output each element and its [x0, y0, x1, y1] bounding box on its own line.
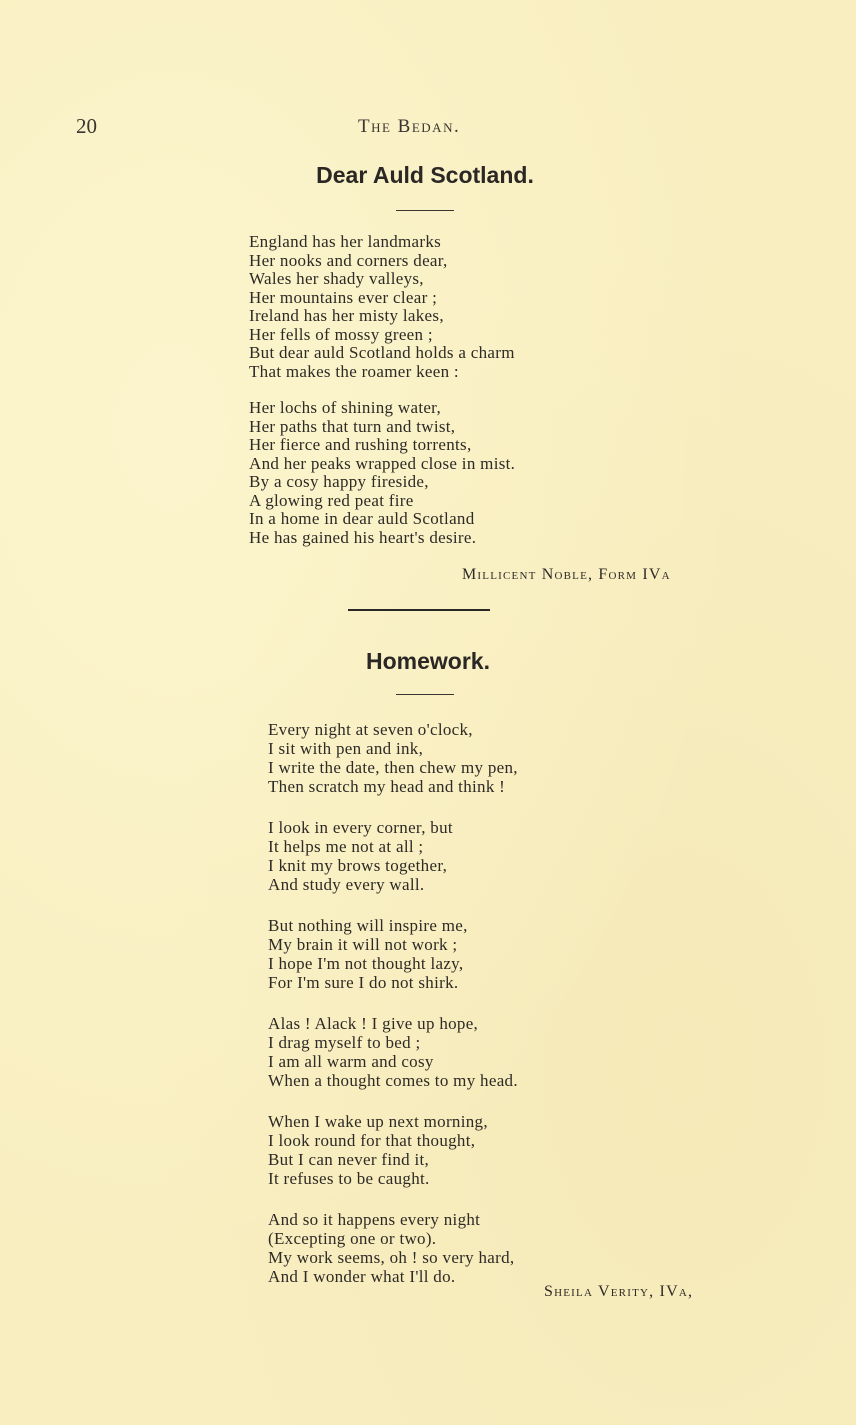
poem-line: Alas ! Alack ! I give up hope,	[268, 1014, 479, 1033]
poem-line: I drag myself to bed ;	[268, 1033, 421, 1052]
poem-line: Ireland has her misty lakes,	[249, 306, 444, 325]
poem-title-text: Homework.	[366, 648, 490, 674]
poem-line: For I'm sure I do not shirk.	[268, 973, 459, 992]
poem-line: Her lochs of shining water,	[249, 398, 442, 417]
poem-line: I hope I'm not thought lazy,	[268, 954, 464, 973]
poem-line: I write the date, then chew my pen,	[268, 758, 518, 777]
poem-line: But I can never find it,	[268, 1150, 430, 1169]
poem-body-homework	[268, 720, 518, 1286]
poem-line: I knit my brows together,	[268, 856, 448, 875]
stanza	[268, 1014, 518, 1090]
poem-body-dear-auld-scotland	[249, 233, 515, 565]
running-head: The Bedan.	[358, 116, 461, 137]
poem-line: Her nooks and corners dear,	[249, 250, 448, 270]
title-rule	[396, 694, 454, 695]
title-rule	[396, 210, 454, 211]
poem-line: I look round for that thought,	[268, 1131, 476, 1150]
poem-title-dear-auld-scotland	[0, 162, 856, 189]
poem-line: And I wonder what I'll do.	[268, 1267, 456, 1286]
stanza	[249, 233, 515, 381]
poem-line: It refuses to be caught.	[268, 1169, 430, 1188]
poem-line: Her fierce and rushing torrents,	[249, 435, 472, 454]
poem-line: But nothing will inspire me,	[268, 916, 468, 935]
poem-line: (Excepting one or two).	[268, 1229, 437, 1248]
page-number: 20	[76, 114, 97, 138]
poem-line: A glowing red peat fire	[249, 490, 414, 510]
stanza	[268, 1210, 518, 1286]
poem-line: In a home in dear auld Scotland	[249, 509, 475, 528]
poem-title-homework	[0, 648, 856, 675]
poem-line: Her fells of mossy green ;	[249, 324, 433, 344]
poem-line: My work seems, oh ! so very hard,	[268, 1248, 515, 1267]
stanza	[268, 818, 518, 894]
poem-line: But dear auld Scotland holds a charm	[249, 343, 515, 362]
poem-line: England has her landmarks	[249, 232, 442, 251]
poem-line: Every night at seven o'clock,	[268, 720, 473, 739]
poem-line: Then scratch my head and think !	[268, 777, 506, 796]
section-divider	[348, 609, 490, 611]
poem-line: I look in every corner, but	[268, 818, 453, 837]
byline-author: Millicent Noble, Form IVa	[462, 566, 671, 583]
poem-line: And study every wall.	[268, 875, 425, 894]
poem-line: He has gained his heart's desire.	[249, 527, 477, 547]
stanza	[268, 1112, 518, 1188]
stanza	[268, 720, 518, 796]
poem-line: By a cosy happy fireside,	[249, 472, 429, 491]
poem-line: When a thought comes to my head.	[268, 1071, 518, 1090]
poem-line: When I wake up next morning,	[268, 1112, 488, 1131]
poem-title-text: Dear Auld Scotland.	[316, 162, 534, 188]
poem-line: I am all warm and cosy	[268, 1052, 434, 1071]
poem-line: I sit with pen and ink,	[268, 739, 424, 758]
poem-line: And so it happens every night	[268, 1210, 481, 1229]
poem-line: My brain it will not work ;	[268, 935, 458, 954]
stanza	[268, 916, 518, 992]
poem-line: And her peaks wrapped close in mist.	[249, 453, 516, 473]
poem-line: That makes the roamer keen :	[249, 361, 459, 381]
byline-author: Sheila Verity, IVa,	[544, 1283, 694, 1300]
poem-line: It helps me not at all ;	[268, 837, 424, 856]
poem-line: Her paths that turn and twist,	[249, 416, 456, 436]
poem-line: Wales her shady valleys,	[249, 269, 424, 288]
stanza	[249, 399, 515, 547]
poem-line: Her mountains ever clear ;	[249, 287, 438, 307]
